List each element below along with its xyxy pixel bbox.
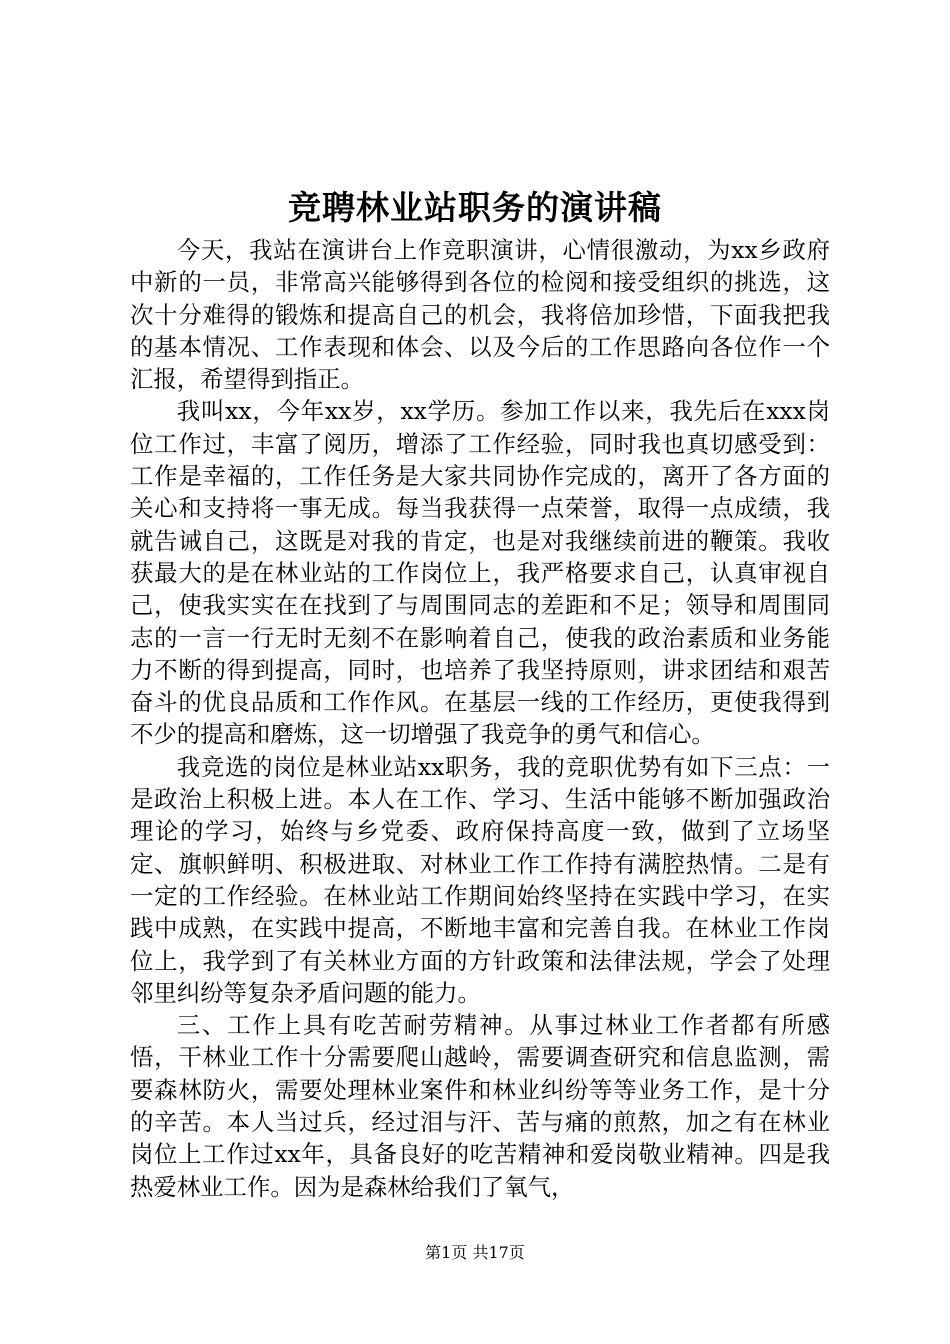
document-body bbox=[130, 234, 830, 1203]
document-title: 竞聘林业站职务的演讲稿 bbox=[288, 188, 662, 227]
paragraph-background: 我叫xx，今年xx岁，xx学历。参加工作以来，我先后在xxx岗位工作过，丰富了阅历，增添了工作经验，同时我也真切感受到：工作是幸福的，工作任务是大家共同协作完成的，离开了各方面的关心和支持将一事无成。每当我获得一点荣誉，取得一点成绩，我就告诫自己，这既是对我的肯定，也是对我继续前进的鞭策。我收获最大的是在林业站的工作岗位上，我严格要求自己，认真审视自己，使我实实在在找到了与周围同志的差距和不足；领导和周围同志的一言一行无时无刻不在影响着自己，使我的政治素质和业务能力不断的得到提高，同时，也培养了我坚持原则，讲求团结和艰苦奋斗的优良品质和工作作风。在基层一线的工作经历，更使我得到不少的提高和磨炼，这一切增强了我竞争的勇气和信心。 bbox=[130, 397, 830, 749]
paragraph-intro: 今天，我站在演讲台上作竞职演讲，心情很激动，为xx乡政府中新的一员，非常高兴能够得到各位的检阅和接受组织的挑选，这次十分难得的锻炼和提高自己的机会，我将倍加珍惜，下面我把我的基本情况、工作表现和体会、以及今后的工作思路向各位作一个汇报，希望得到指正。 bbox=[130, 236, 830, 394]
paragraph-advantages: 我竞选的岗位是林业站xx职务，我的竞职优势有如下三点：一是政治上积极上进。本人在工作、学习、生活中能够不断加强政治理论的学习，始终与乡党委、政府保持高度一致，做到了立场坚定、旗帜鲜明、积极进取、对林业工作工作持有满腔热情。二是有一定的工作经验。在林业站工作期间始终坚持在实践中学习，在实践中成熟，在实践中提高，不断地丰富和完善自我。在林业工作岗位上，我学到了有关林业方面的方针政策和法律法规，学会了处理邻里纠纷等复杂矛盾问题的能力。 bbox=[130, 752, 830, 1007]
page-footer: 第1页 共17页 bbox=[425, 1243, 525, 1262]
paragraph-hardworking: 三、工作上具有吃苦耐劳精神。从事过林业工作者都有所感悟，干林业工作十分需要爬山越岭，需要调查研究和信息监测，需要森林防火，需要处理林业案件和林业纠纷等等业务工作，是十分的辛苦。本人当过兵，经过泪与汗、苦与痛的煎熬，加之有在林业岗位上工作过xx年，具备良好的吃苦精神和爱岗敬业精神。四是我热爱林业工作。因为是森林给我们了氧气， bbox=[130, 1011, 830, 1201]
